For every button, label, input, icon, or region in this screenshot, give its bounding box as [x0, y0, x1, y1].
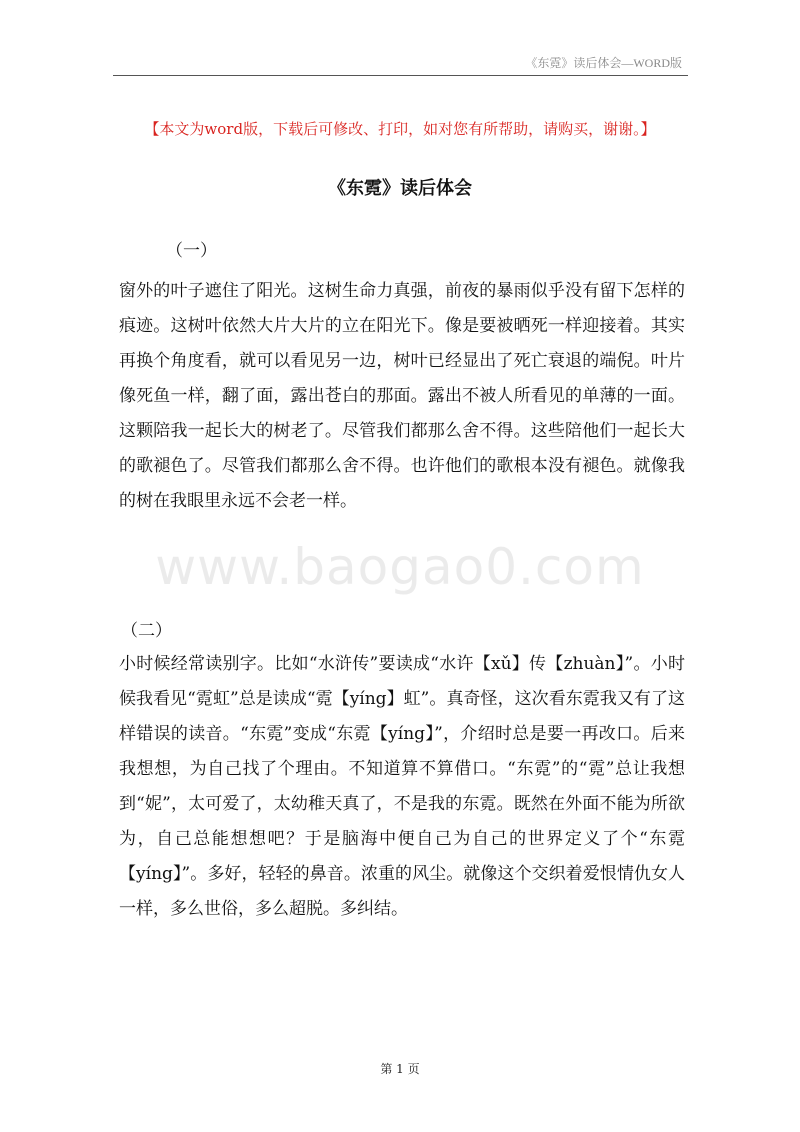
page-number: 第 1 页: [380, 1062, 420, 1076]
section-2-paragraph: 小时候经常读别字。比如“水浒传”要读成“水许【xǔ】传【zhuàn】”。小时候我看见“霓虹”总是读成“霓【yíng】虹”。真奇怪，这次看东霓我又有了这样错误的读音。“东霓”变成“东霓【yíng】”，介绍时总是要一再改口。后来我想想，为自己找了个理由。不知道算不算借口。“东霓”的“霓”总让我想到“妮”，太可爱了，太幼稚天真了，不是我的东霓。既然在外面不能为所欲为，自己总能想想吧？于是脑海中便自己为自己的世界定义了个“东霓【yíng】”。多好，轻轻的鼻音。浓重的风尘。就像这个交织着爱恨情仇女人一样，多么世俗，多么超脱。多纠结。: [119, 654, 685, 919]
section-1-paragraph: 窗外的叶子遮住了阳光。这树生命力真强，前夜的暴雨似乎没有留下怎样的痕迹。这树叶依然大片大片的立在阳光下。像是要被晒死一样迎接着。其实再换个角度看，就可以看见另一边，树叶已经显出了死亡衰退的端倪。叶片像死鱼一样，翻了面，露出苍白的那面。露出不被人所看见的单薄的一面。这颗陪我一起长大的树老了。尽管我们都那么舍不得。这些陪他们一起长大的歌褪色了。尽管我们都那么舍不得。也许他们的歌根本没有褪色。就像我的树在我眼里永远不会老一样。: [119, 281, 685, 511]
document-title: 《东霓》读后体会: [328, 178, 472, 199]
header-divider: [113, 75, 688, 76]
download-notice: 【本文为word版，下载后可修改、打印，如对您有所帮助，请购买，谢谢。】: [144, 120, 656, 138]
page-header-text: 《东霓》读后体会—WORD版: [525, 56, 682, 70]
section-1-label: （一）: [166, 241, 217, 261]
watermark: www.baogao0.com: [155, 538, 645, 596]
section-2-label: （二）: [121, 621, 172, 641]
